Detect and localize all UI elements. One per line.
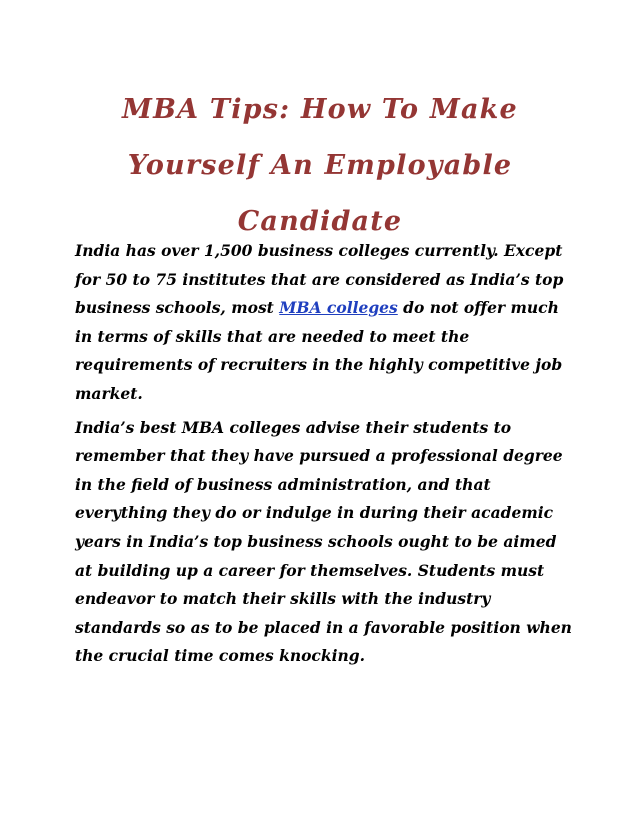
mba-colleges-link[interactable]: MBA colleges [279, 298, 398, 318]
paragraph-advice: India’s best MBA colleges advise their students to remember that they have pursued a professional degree in the field of business administration, and that everything they do or indulge in during their academic years in India’s top business schools ought to be aimed at building up a career for themselves. Students must endeavor to match their skills with the industry standards so as to be placed in a favorable position when the crucial time comes knocking. [75, 417, 572, 666]
paragraph-intro [75, 237, 575, 409]
paragraph-intro-text-after-link: do not offer much in terms of skills that are needed to meet the requirements of recruiters in the highly competitive job market. [75, 298, 563, 403]
paragraph-intro-text-before-link: India has over 1,500 business colleges currently. Except for 50 to 75 institutes that are considered as India’s top business schools, most [75, 241, 564, 318]
document-title: MBA Tips: How To Make Yourself An Employable Candidate [122, 94, 518, 237]
document-body [75, 237, 575, 676]
